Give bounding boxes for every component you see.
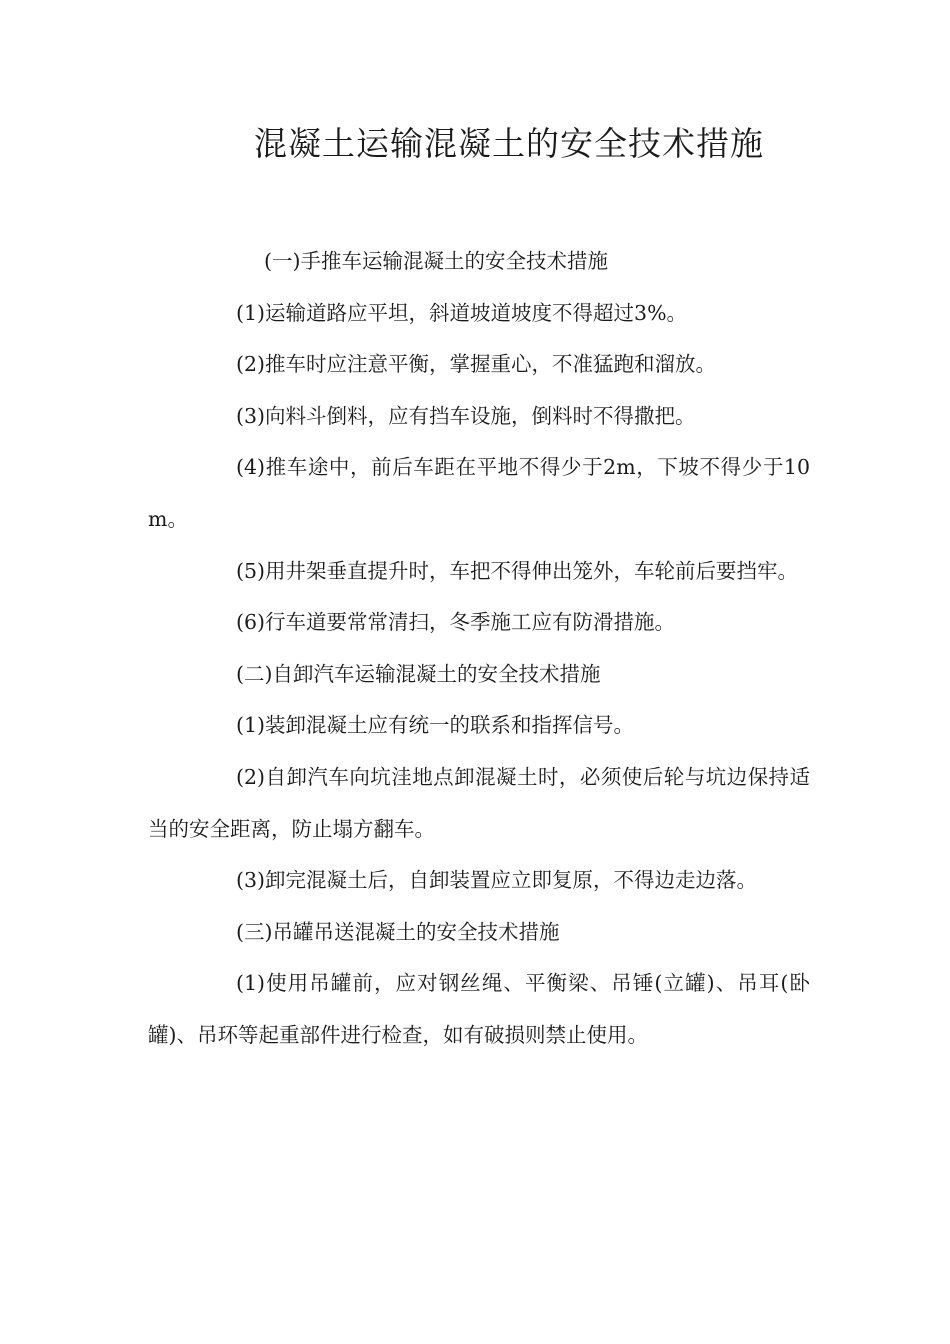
section-heading-2: (二)自卸汽车运输混凝土的安全技术措施	[236, 661, 601, 686]
section-heading-3: (三)吊罐吊送混凝土的安全技术措施	[236, 919, 560, 944]
paragraph: (2)自卸汽车向坑洼地点卸混凝土时，必须使后轮与坑边保持适当的安全距离，防止塌方翻车。	[148, 764, 810, 841]
paragraph: (5)用井架垂直提升时，车把不得伸出笼外，车轮前后要挡牢。	[236, 558, 799, 583]
paragraph: (6)行车道要常常清扫，冬季施工应有防滑措施。	[236, 610, 676, 635]
paragraph: (4)推车途中，前后车距在平地不得少于2m，下坡不得少于10m。	[148, 455, 810, 531]
paragraph: (2)推车时应注意平衡，掌握重心，不准猛跑和溜放。	[236, 352, 717, 377]
document-title: 混凝土运输混凝土的安全技术措施	[254, 124, 764, 163]
paragraph: (1)运输道路应平坦，斜道坡道坡度不得超过3%。	[236, 300, 688, 325]
paragraph: (1)装卸混凝土应有统一的联系和指挥信号。	[236, 713, 635, 738]
paragraph: (3)卸完混凝土后，自卸装置应立即复原，不得边走边落。	[236, 868, 758, 893]
paragraph: (1)使用吊罐前，应对钢丝绳、平衡梁、吊锤(立罐)、吊耳(卧罐)、吊环等起重部件进行检查，如有破损则禁止使用。	[148, 971, 810, 1047]
document-body	[148, 236, 810, 1062]
section-heading-1: (一)手推车运输混凝土的安全技术措施	[264, 249, 608, 273]
paragraph: (3)向料斗倒料，应有挡车设施，倒料时不得撒把。	[236, 403, 696, 428]
